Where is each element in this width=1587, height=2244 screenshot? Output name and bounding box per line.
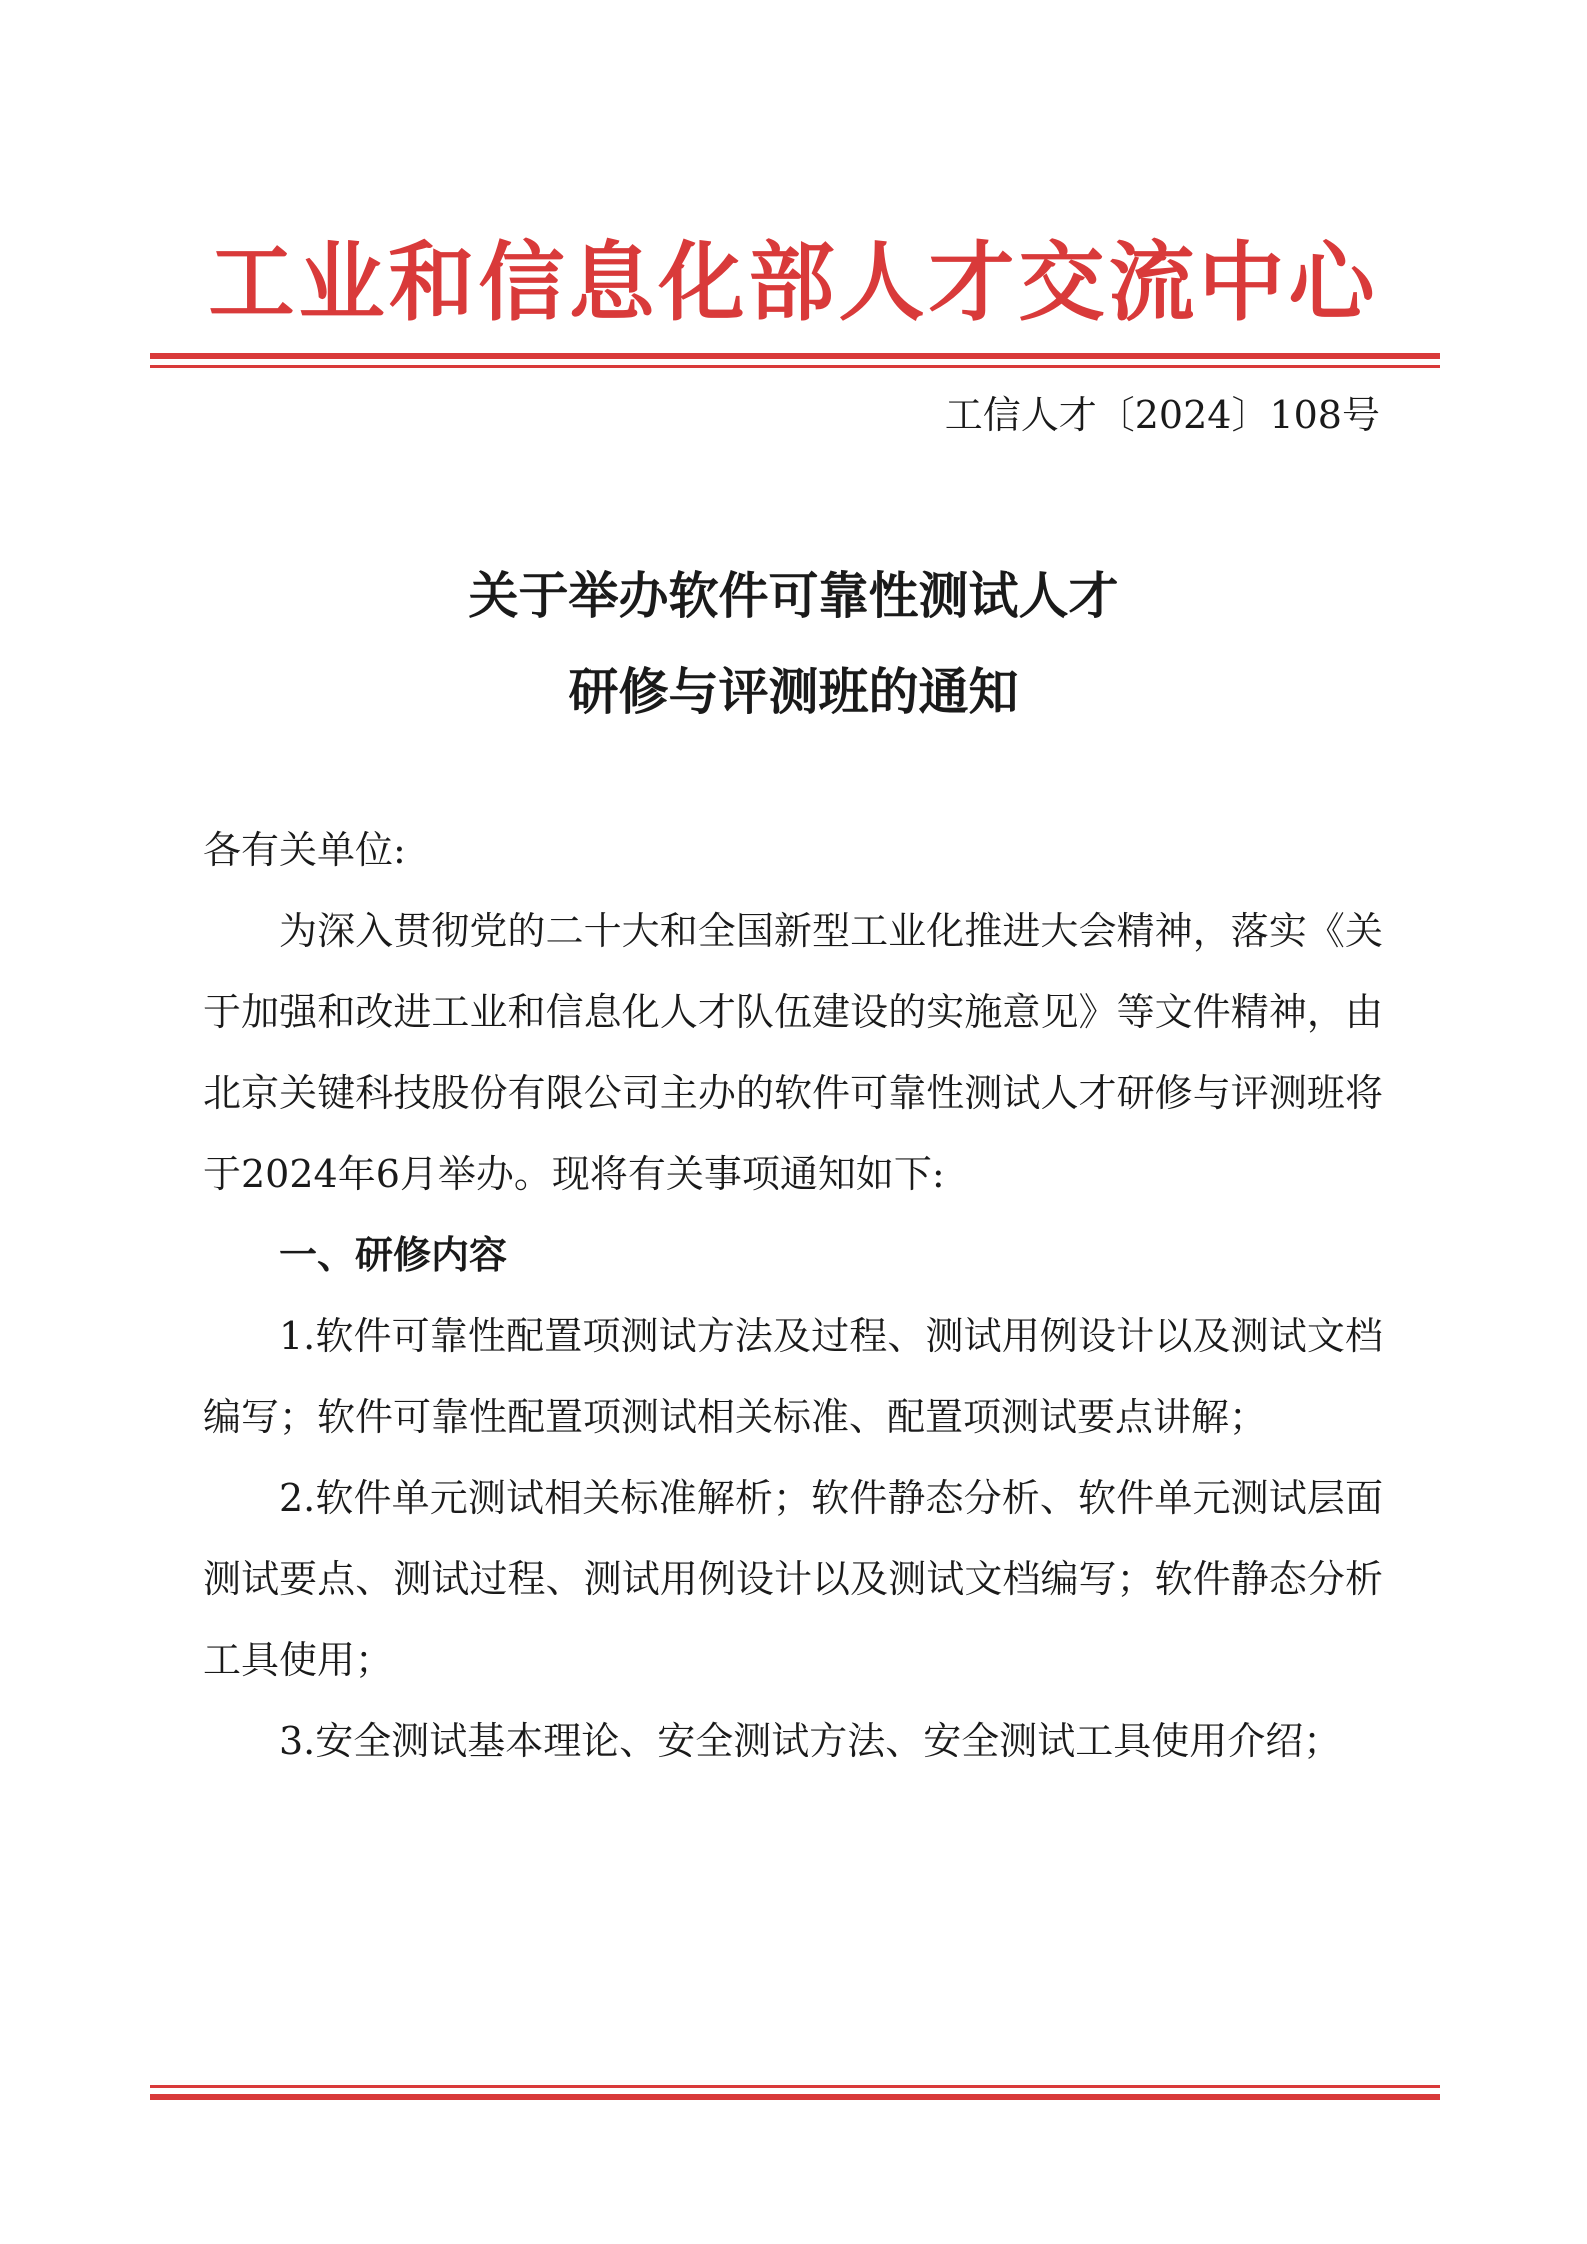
- letterhead-rule-top: [150, 353, 1440, 368]
- section-heading: 一、研修内容: [279, 1233, 508, 1277]
- rule-thin-line: [150, 365, 1440, 368]
- title-line-2: 研修与评测班的通知: [568, 662, 1019, 721]
- list-item: 1.软件可靠性配置项测试方法及过程、测试用例设计以及测试文档编写；软件可靠性配置项测试相关标准、配置项测试要点讲解；: [203, 1314, 1383, 1439]
- document-number: 工信人才〔2024〕108号: [944, 393, 1380, 437]
- document-body: [203, 810, 1383, 1782]
- salutation: 各有关单位:: [203, 828, 406, 872]
- footer-rule: [150, 2085, 1440, 2100]
- intro-paragraph: 为深入贯彻党的二十大和全国新型工业化推进大会精神，落实《关于加强和改进工业和信息化人才队伍建设的实施意见》等文件精神，由北京关键科技股份有限公司主办的软件可靠性测试人才研修与评测班将于2024年6月举办。现将有关事项通知如下:: [203, 909, 1383, 1196]
- org-letterhead: 工业和信息化部人才交流中心: [208, 232, 1379, 333]
- document-title: [0, 548, 1587, 740]
- list-item: 3.安全测试基本理论、安全测试方法、安全测试工具使用介绍；: [279, 1719, 1342, 1763]
- title-line-1: 关于举办软件可靠性测试人才: [468, 566, 1119, 625]
- list-item: 2.软件单元测试相关标准解析；软件静态分析、软件单元测试层面测试要点、测试过程、测试用例设计以及测试文档编写；软件静态分析工具使用；: [203, 1476, 1383, 1682]
- rule-thick-line: [150, 2094, 1440, 2100]
